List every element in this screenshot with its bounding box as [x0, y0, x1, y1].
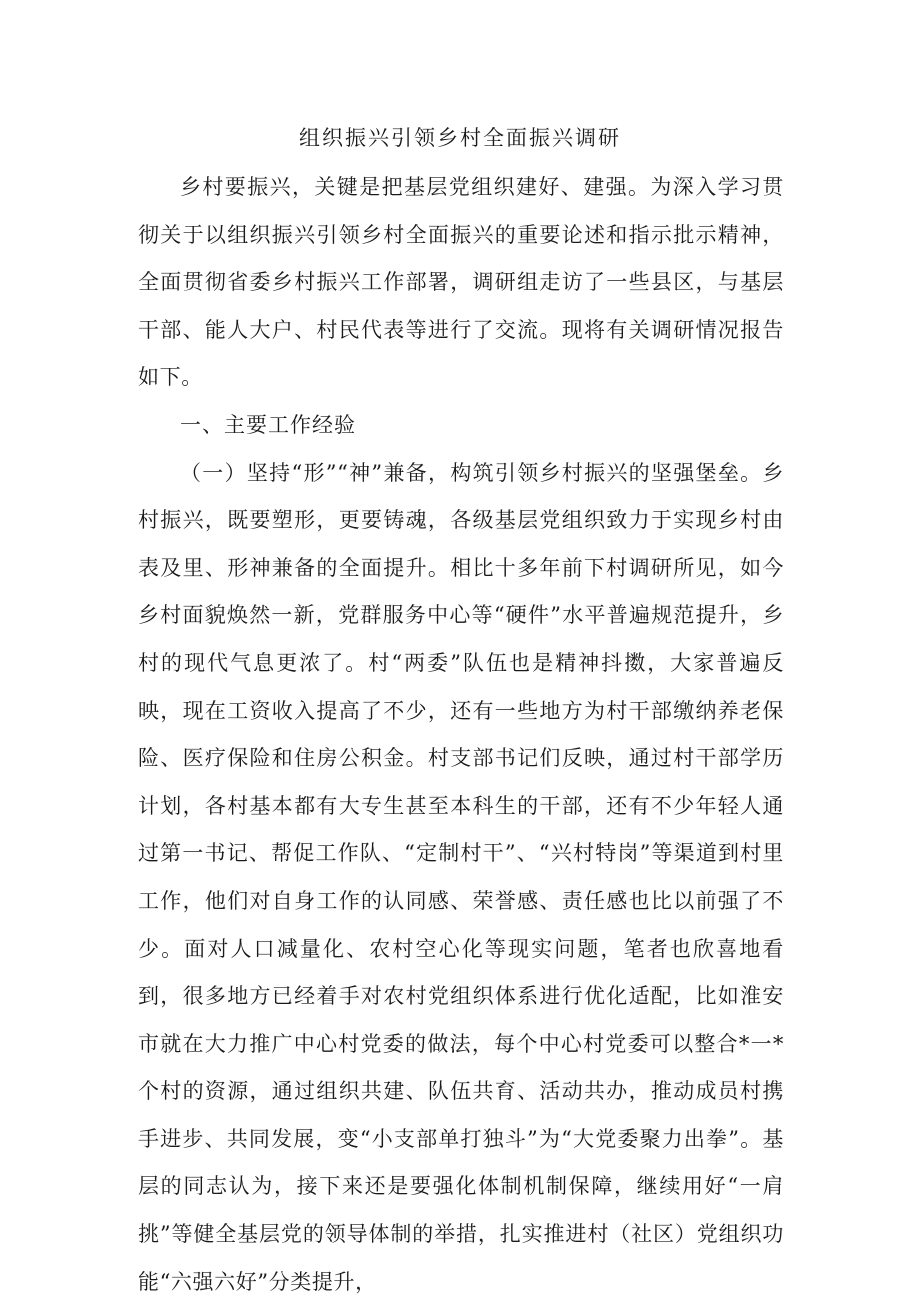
document-body: [138, 164, 784, 1306]
intro-paragraph: 乡村要振兴，关键是把基层党组织建好、建强。为深入学习贯彻关于以组织振兴引领乡村全面振兴的重要论述和指示批示精神，全面贯彻省委乡村振兴工作部署，调研组走访了一些县区，与基层干部、能人大户、村民代表等进行了交流。现将有关调研情况报告如下。: [138, 175, 784, 390]
section-paragraph: （一）坚持“形”“神”兼备，构筑引领乡村振兴的坚强堡垒。乡村振兴，既要塑形，更要铸魂，各级基层党组织致力于实现乡村由表及里、形神兼备的全面提升。相比十多年前下村调研所见，如今乡村面貌焕然一新，党群服务中心等“硬件”水平普遍规范提升，乡村的现代气息更浓了。村“两委”队伍也是精神抖擞，大家普遍反映，现在工资收入提高了不少，还有一些地方为村干部缴纳养老保险、医疗保险和住房公积金。村支部书记们反映，通过村干部学历计划，各村基本都有大专生甚至本科生的干部，还有不少年轻人通过第一书记、帮促工作队、“定制村干”、“兴村特岗”等渠道到村里工作，他们对自身工作的认同感、荣誉感、责任感也比以前强了不少。面对人口减量化、农村空心化等现实问题，笔者也欣喜地看到，很多地方已经着手对农村党组织体系进行优化适配，比如淮安市就在大力推广中心村党委的做法，每个中心村党委可以整合*一*个村的资源，通过组织共建、队伍共育、活动共办，推动成员村携手进步、共同发展，变“小支部单打独斗”为“大党委聚力出拳”。基层的同志认为，接下来还是要强化体制机制保障，继续用好“一肩挑”等健全基层党的领导体制的举措，扎实推进村（社区）党组织功能“六强六好”分类提升，: [138, 460, 784, 1294]
document-title: 组织振兴引领乡村全面振兴调研: [299, 126, 621, 150]
section-heading: 一、主要工作经验: [180, 412, 356, 437]
